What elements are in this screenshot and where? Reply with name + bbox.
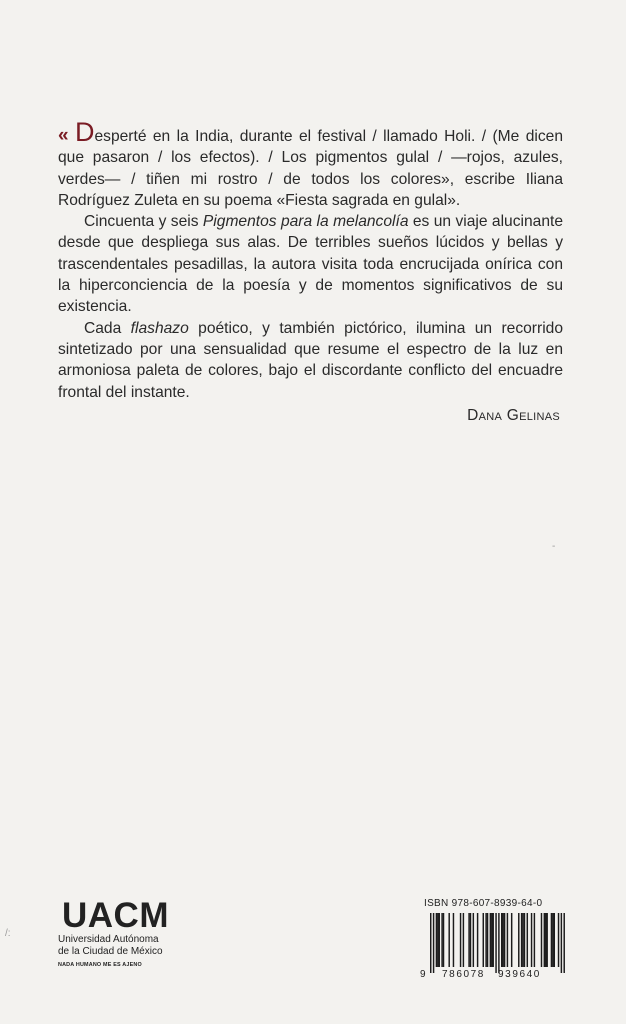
barcode-bar xyxy=(546,913,547,967)
barcode-bar xyxy=(507,913,508,967)
barcode-bar xyxy=(441,913,442,967)
barcode-bar xyxy=(460,913,461,967)
barcode-bar xyxy=(448,913,449,967)
registration-mark-left: /: xyxy=(5,928,11,939)
barcode-bar xyxy=(551,913,552,967)
barcode-bar xyxy=(552,913,553,967)
barcode-bar xyxy=(541,913,542,967)
publisher-line-2: de la Ciudad de México xyxy=(58,946,163,957)
barcode-bar xyxy=(433,913,434,973)
barcode-bar xyxy=(430,913,431,973)
barcode-bar xyxy=(521,913,522,967)
barcode-bar xyxy=(518,913,519,967)
barcode-bar xyxy=(501,913,502,967)
barcode-bar xyxy=(463,913,464,967)
barcode-bars xyxy=(430,913,565,973)
barcode-bar xyxy=(443,913,444,967)
barcode-bar xyxy=(554,913,555,967)
barcode-bar xyxy=(502,913,503,967)
barcode-bar xyxy=(544,913,545,967)
barcode-bar xyxy=(439,913,440,967)
barcode-bar xyxy=(473,913,474,967)
barcode-bar xyxy=(524,913,525,967)
blurb-paragraph-1-text: esperté en la India, durante el festival / llamado Holi. / (Me dicen que pasaron / los efectos). / Los pigmentos gulal / —rojos, azules, verdes— / tiñen mi rostro / de todos los colores», escribe Iliana Rodríguez Zuleta en su poema «Fiesta sagrada en gulal». xyxy=(58,128,563,209)
isbn-label: ISBN 978-607-8939-64-0 xyxy=(424,898,543,909)
opening-guillemet: « xyxy=(58,125,69,146)
blurb-paragraph-2-end: es un viaje alucinante desde que despliega sus alas. De terribles sueños lúcidos y bellas y trascendentales pesadillas, la autora visita toda encrucijada onírica con la hiperconciencia de la poesía y de momentos significativos de su existencia. xyxy=(58,213,564,316)
publisher-motto: NADA HUMANO ME ES AJENO xyxy=(58,962,142,968)
barcode-bar xyxy=(504,913,505,967)
isbn-block xyxy=(418,898,568,979)
barcode-bar xyxy=(491,913,492,967)
blurb-signature: Dana Gelinas xyxy=(467,406,560,424)
barcode-bar xyxy=(468,913,469,967)
blurb-paragraph-3 xyxy=(58,318,563,403)
barcode-bar xyxy=(563,913,564,973)
blurb-paragraph-1 xyxy=(58,117,563,211)
italic-word: flashazo xyxy=(130,319,189,337)
barcode-bar xyxy=(545,913,546,967)
barcode-bar xyxy=(477,913,478,967)
barcode-bar xyxy=(487,913,488,967)
barcode-lead-digit: 9 xyxy=(420,969,426,979)
barcode-bar xyxy=(485,913,486,967)
barcode-bar xyxy=(558,913,559,967)
barcode-digits-left: 786078 xyxy=(442,969,485,979)
barcode-digits-right: 939640 xyxy=(498,969,541,979)
blurb-paragraph-2 xyxy=(58,211,563,317)
publisher-logo-name: UACM xyxy=(62,896,169,935)
barcode-bar xyxy=(436,913,437,967)
barcode-bar xyxy=(470,913,471,967)
barcode-bar xyxy=(531,913,532,967)
barcode-bar xyxy=(437,913,438,967)
barcode-bar xyxy=(453,913,454,967)
barcode-bar xyxy=(492,913,493,967)
drop-cap: D xyxy=(74,117,95,147)
barcode-bar xyxy=(490,913,491,967)
publisher-logo xyxy=(58,898,208,968)
barcode-bar xyxy=(511,913,512,967)
barcode-bar xyxy=(498,913,499,973)
blurb-paragraph-3-end: poético, y también pictórico, ilumina un recorrido sintetizado por una sensualidad que resume el espectro de la luz en armoniosa paleta de colores, bajo el discordante conflicto del encuadre frontal del instante. xyxy=(58,319,563,401)
publisher-line-1: Universidad Autónoma xyxy=(58,934,159,945)
back-cover-blurb xyxy=(58,117,564,426)
barcode-bar xyxy=(495,913,496,973)
blurb-paragraph-2-start: Cincuenta y seis xyxy=(84,213,203,231)
book-title: Pigmentos para la melancolía xyxy=(202,213,409,231)
registration-mark-right: - xyxy=(552,541,556,552)
barcode-bar xyxy=(534,913,535,967)
barcode-bar xyxy=(483,913,484,967)
barcode-bar xyxy=(527,913,528,967)
barcode-bar xyxy=(561,913,562,973)
blurb-paragraph-3-start: Cada xyxy=(84,319,131,337)
barcode-icon xyxy=(418,911,568,979)
barcode-bar xyxy=(522,913,523,967)
